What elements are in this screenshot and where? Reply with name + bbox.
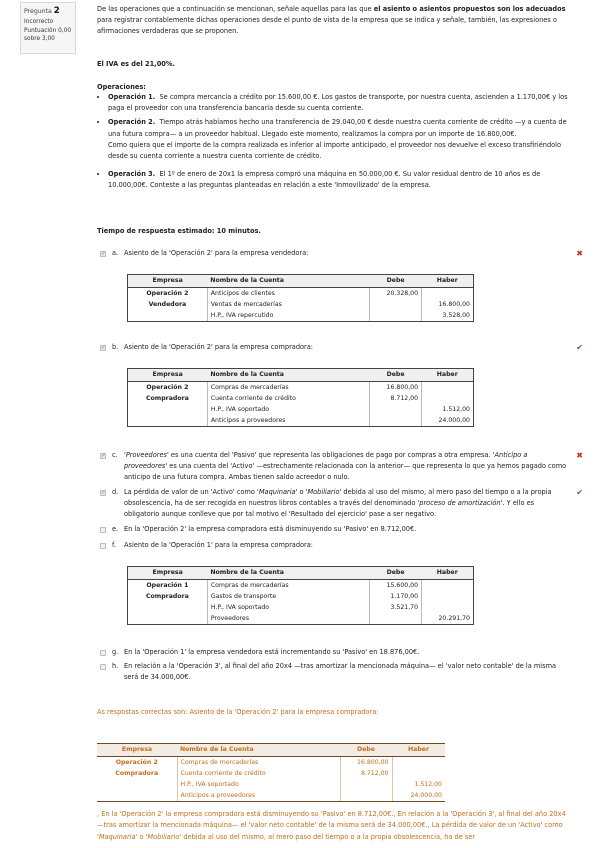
- question-info-box: [20, 2, 76, 54]
- question-statement: De las operaciones que a continuación se mencionan, señale aquellas para las que el asiento o asientos propuestos son los adecuados para registrar contablemente dichas operaciones desde el punto de vista de la empresa que se indica y señale, también, las expresiones o afirmaciones verdaderas que se proponen.: [97, 5, 566, 36]
- table-row: H.P., IVA soportado 1.512,00: [128, 404, 474, 415]
- question-status: Incorrecto: [24, 19, 54, 25]
- table-row: Operación 2 Compras de mercaderías 16.800,00: [128, 382, 474, 394]
- table-option-f: Empresa Nombre de la Cuenta Debe Haber Operación 1 Compras de mercaderías 15.600,00 Compradora Gastos de transporte 1.170,00 H.P., IVA soportado 3.521,70 Proveedores 20.291,70: [127, 566, 474, 625]
- table-row: Operación 1 Compras de mercaderías 15.600,00: [128, 580, 474, 592]
- table-row: Proveedores 20.291,70: [128, 613, 474, 625]
- correct-answer-text: , En la 'Operación 2' la empresa compradora está disminuyendo su 'Pasivo' en 8.712,00€., En relación a la 'Operación 3', al final del año 20x4 —tras amortizar la mencionada máquina— el 'valor neto contable' de la misma será de 34.000,00€., La pérdida de valor de un 'Activo' como 'Maquinaria' o 'Mobiliario' debida al uso del mismo, al mero paso del tiempo o a la propia obsolescencia, ha de ser: [97, 810, 566, 841]
- table-row: Vendedora Ventas de mercaderías 16.800,00: [128, 299, 474, 310]
- correct-answer-table: Empresa Nombre de la Cuenta Debe Haber Operación 2 Compras de mercaderías 16.800,00 Compradora Cuenta corriente de crédito 8.712,00 H.P., IVA soportado 1.512,00 Anticipos a proveedores 24.000,00: [97, 743, 445, 802]
- table-row: Operación 2 Compras de mercaderías 16.800,00: [97, 757, 445, 769]
- question-content: [97, 4, 583, 841]
- option-f[interactable]: f. Asiento de la 'Operación 1' para la empresa compradora:: [97, 540, 571, 551]
- question-number: Pregunta 2: [24, 6, 60, 16]
- operation-2: • Operación 2. Tiempo atrás habíamos hecho una transferencia de 29.040,00 € desde nuestra cuenta corriente de crédito —y a cuenta de una futura compra— a un proveedor habitual. Llegado este momento, realizamos la compra por un importe de 16.800,00€. Como quiera que el importe de la compra realizada es inferior al importe anticipado, el proveedor nos devuelve el exceso transfiriéndolo desde su cuenta corriente a nuestra cuenta corriente de crédito.: [108, 117, 571, 162]
- correct-icon: ✔: [576, 343, 583, 352]
- option-a[interactable]: ✓ a. Asiento de la 'Operación 2' para la empresa vendedora: ✖: [97, 248, 571, 259]
- table-option-b: Empresa Nombre de la Cuenta Debe Haber Operación 2 Compras de mercaderías 16.800,00 Compradora Cuenta corriente de crédito 8.712,00 H.P., IVA soportado 1.512,00 Anticipos a proveedores 24.000,00: [127, 368, 474, 427]
- table-row: Compradora Gastos de transporte 1.170,00: [128, 591, 474, 602]
- option-h-checkbox[interactable]: [100, 664, 106, 670]
- option-e[interactable]: e. En la 'Operación 2' la empresa compradora está disminuyendo su 'Pasivo' en 8.712,00€.: [97, 524, 571, 535]
- incorrect-icon: ✖: [576, 451, 583, 460]
- operations-title: Operaciones:: [97, 83, 146, 91]
- table-row: Compradora Cuenta corriente de crédito 8.712,00: [128, 393, 474, 404]
- option-d[interactable]: ✓ d. La pérdida de valor de un 'Activo' como 'Maquinaria' o 'Mobiliario' debida al uso del mismo, al mero paso del tiempo o a la propia obsolescencia, ha de ser recogida en nuestros libros contables a través del denominado 'proceso de amortización'. Y ello es obligatorio aunque conlleve que por tal motivo el 'Resultado del ejercicio' pase a ser negativo. ✔: [97, 487, 571, 521]
- option-h[interactable]: h. En relación a la 'Operación 3', al final del año 20x4 —tras amortizar la mencionada máquina— el 'valor neto contable' de la misma será de 34.000,00€.: [97, 661, 571, 683]
- operation-3: • Operación 3. El 1º de enero de 20x1 la empresa compró una máquina en 50.000,00 €. Su valor residual dentro de 10 años es de 10.000,00€. Conteste a las preguntas planteadas en relación a este 'Inmovilizado' de la empresa.: [108, 169, 571, 191]
- option-d-checkbox[interactable]: [100, 490, 106, 496]
- table-row: H.P., IVA repercutido 3.528,00: [128, 310, 474, 322]
- table-row: H.P., IVA soportado 1.512,00: [97, 779, 445, 790]
- table-row: H.P., IVA soportado 3.521,70: [128, 602, 474, 613]
- iva-rate: El IVA es del 21,00%.: [97, 60, 175, 68]
- table-row: Compradora Cuenta corriente de crédito 8.712,00: [97, 768, 445, 779]
- table-option-a: Empresa Nombre de la Cuenta Debe Haber Operación 2 Anticipos de clientes 20.328,00 Vendedora Ventas de mercaderías 16.800,00 H.P., IVA repercutido 3.528,00: [127, 274, 474, 322]
- option-c-checkbox[interactable]: [100, 453, 106, 459]
- question-points: Puntuación 0,00 sobre 3,00: [24, 28, 72, 42]
- option-b[interactable]: ✓ b. Asiento de la 'Operación 2' para la empresa compradora: ✔: [97, 342, 571, 353]
- operations-list: [97, 92, 571, 192]
- option-a-checkbox[interactable]: [100, 251, 106, 257]
- correct-icon: ✔: [576, 488, 583, 497]
- option-g-checkbox[interactable]: [100, 650, 106, 656]
- table-row: Operación 2 Anticipos de clientes 20.328,00: [128, 288, 474, 300]
- option-c[interactable]: ✓ c. 'Proveedores' es una cuenta del 'Pasivo' que representa las obligaciones de pago por compras a otra empresa. 'Anticipo a proveedores' es una cuenta del 'Activo' —estrechamente relacionada con la anterior— que representa lo que ya hemos pagado como anticipo de una futura compra. Ambas tienen saldo acreedor o nulo. ✖: [97, 450, 571, 484]
- option-e-checkbox[interactable]: [100, 527, 106, 533]
- option-f-checkbox[interactable]: [100, 543, 106, 549]
- operation-1: • Operación 1. Se compra mercancía a crédito por 15.600,00 €. Los gastos de transporte, por nuestra cuenta, ascienden a 1.170,00€ y los paga el proveedor con una transferencia bancaria desde su cuenta corriente.: [108, 92, 571, 114]
- table-row: Anticipos a proveedores 24.000,00: [128, 415, 474, 427]
- option-g[interactable]: g. En la 'Operación 1' la empresa vendedora está incrementando su 'Pasivo' en 18.876,00€.: [97, 647, 571, 658]
- estimated-time: Tiempo de respuesta estimado: 10 minutos.: [97, 227, 261, 235]
- correct-answer-intro: As respostas correctas son: Asiento de la 'Operación 2' para la empresa compradora:: [97, 708, 379, 716]
- table-row: Anticipos a proveedores 24.000,00: [97, 790, 445, 802]
- option-b-checkbox[interactable]: [100, 345, 106, 351]
- incorrect-icon: ✖: [576, 249, 583, 258]
